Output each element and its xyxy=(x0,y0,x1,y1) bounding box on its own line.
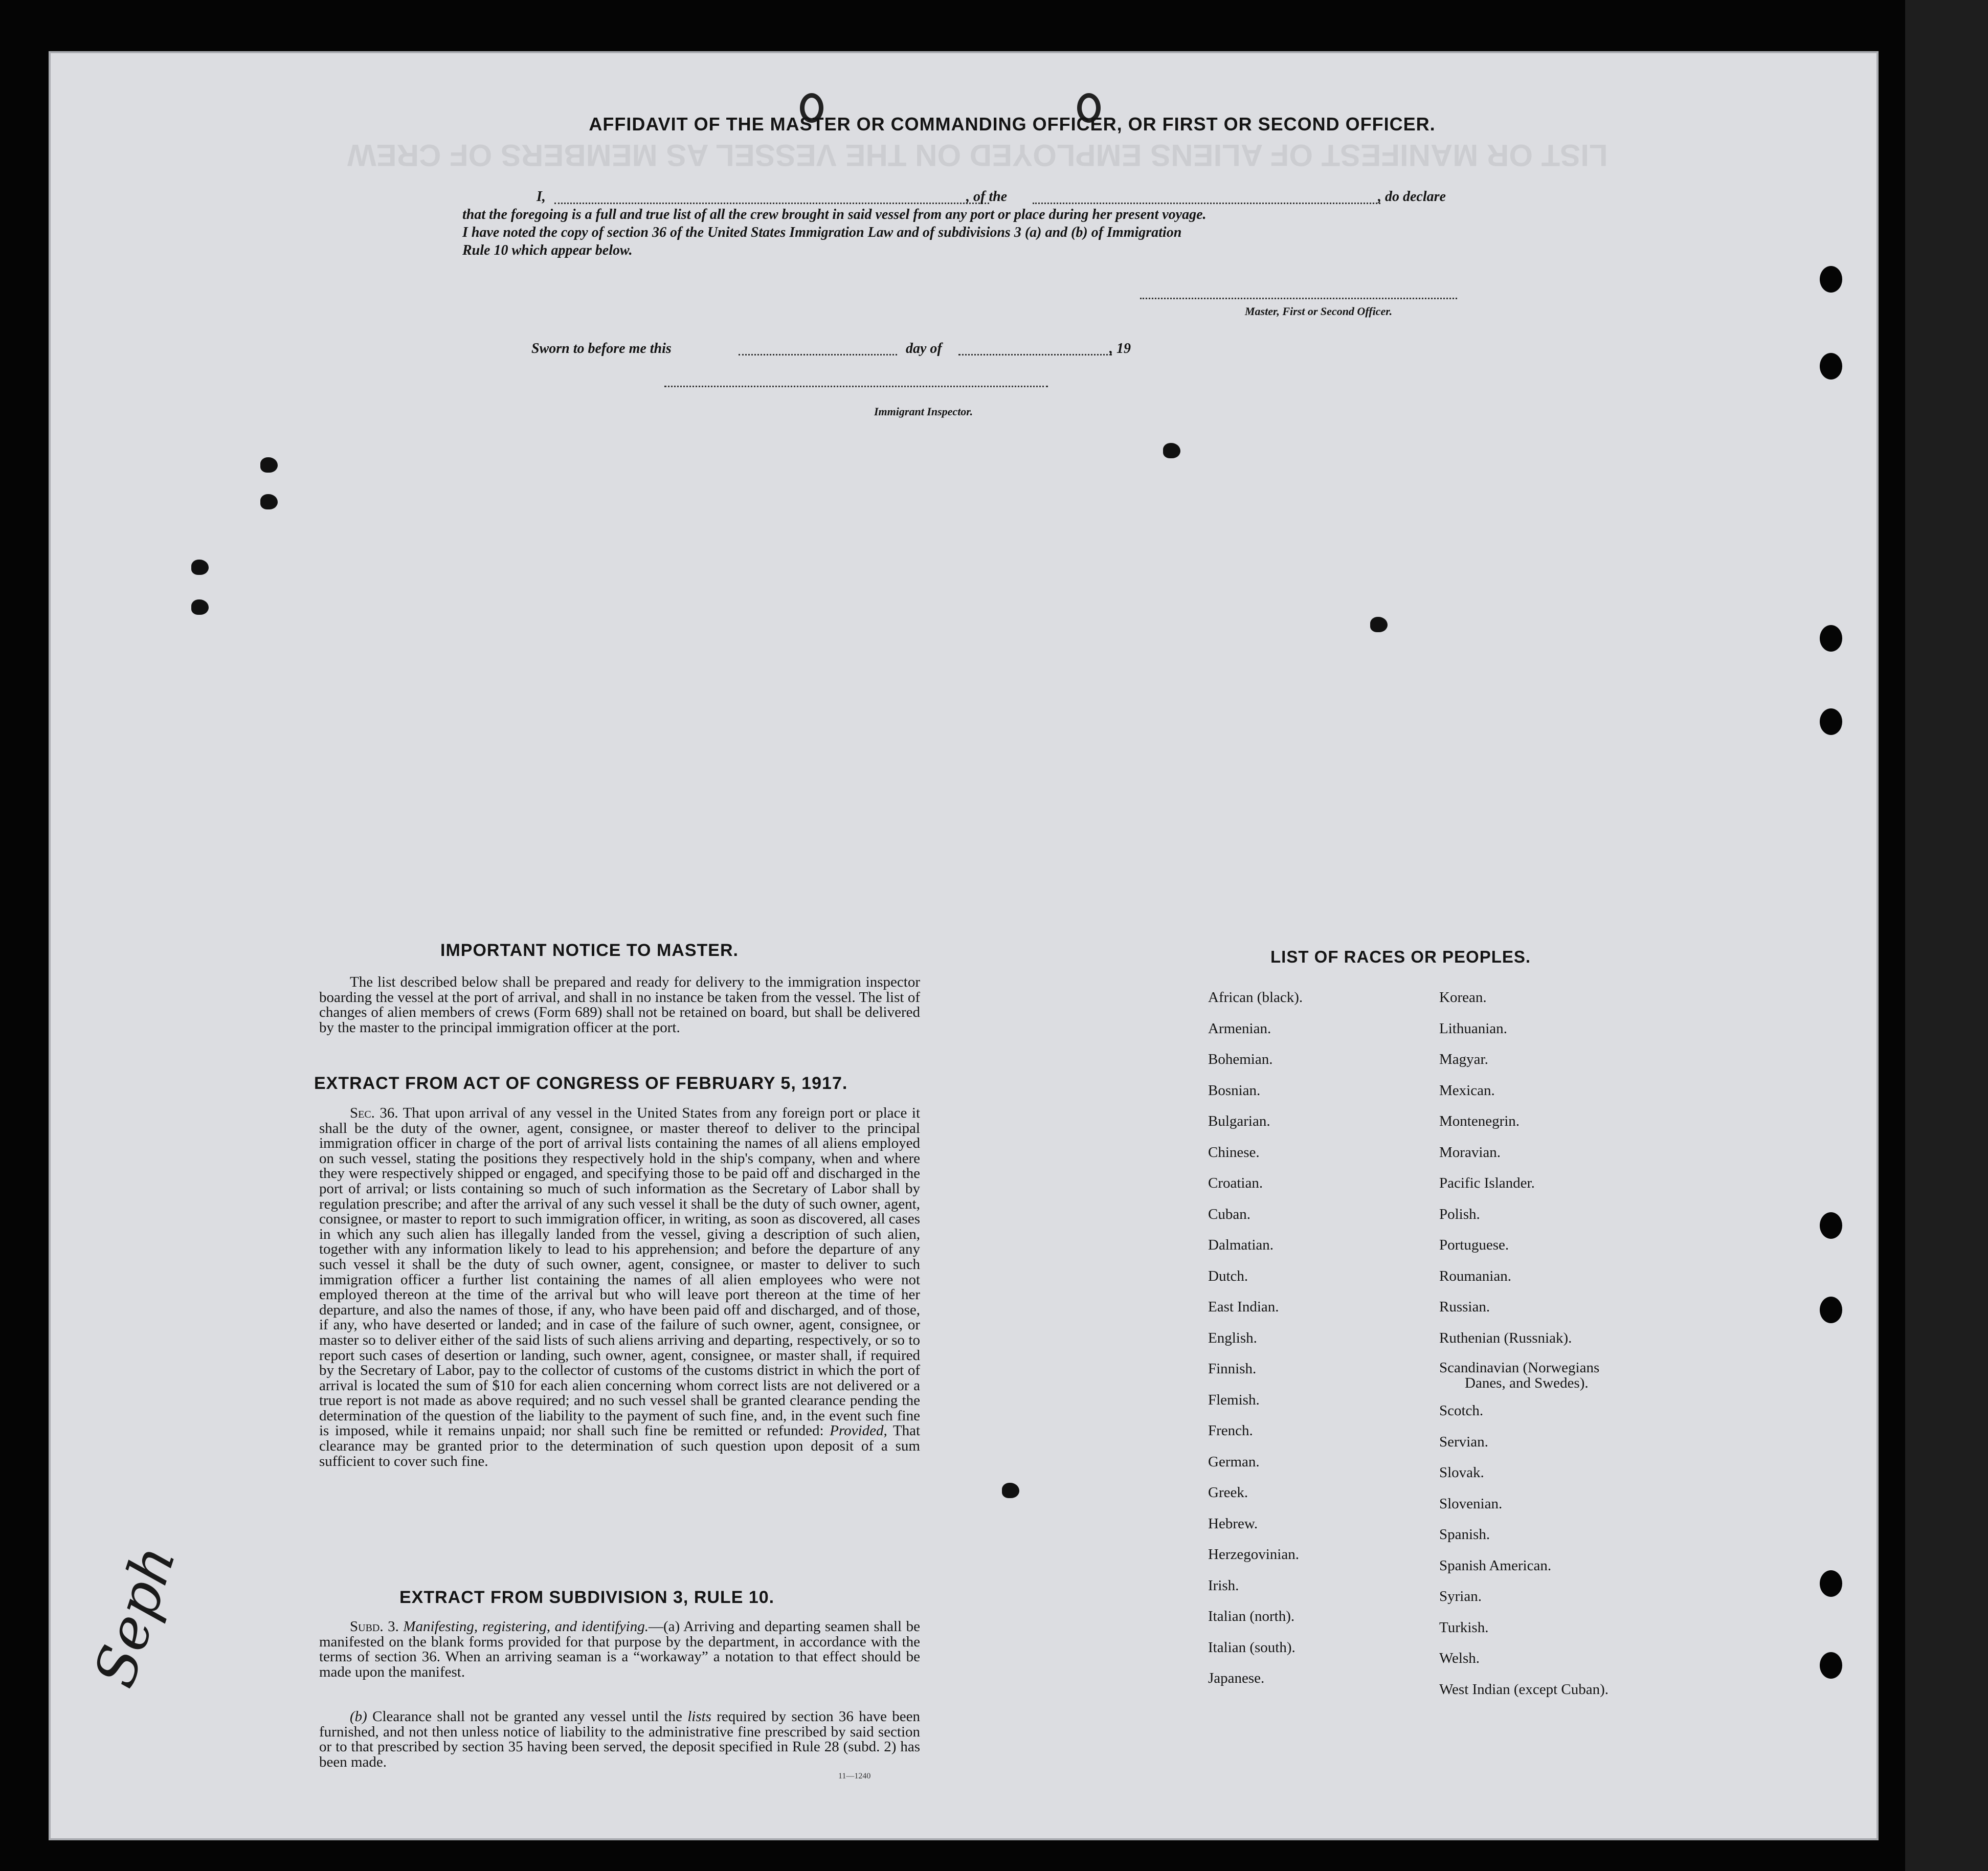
vessel-blank xyxy=(1033,203,1380,204)
race-item: Dalmatian. xyxy=(1208,1237,1274,1253)
document-page xyxy=(49,51,1879,1840)
inspector-caption: Immigrant Inspector. xyxy=(874,405,973,418)
punch-hole xyxy=(1820,1297,1842,1323)
race-item: Syrian. xyxy=(1439,1588,1482,1605)
section-36-paragraph xyxy=(319,1106,920,1469)
master-caption: Master, First or Second Officer. xyxy=(1245,305,1393,318)
notice-heading: IMPORTANT NOTICE TO MASTER. xyxy=(440,941,739,960)
race-item: West Indian (except Cuban). xyxy=(1439,1681,1609,1698)
punch-hole xyxy=(1820,708,1842,735)
race-item: Ruthenian (Russniak). xyxy=(1439,1329,1572,1346)
ink-blot xyxy=(1370,617,1388,632)
race-item: Finnish. xyxy=(1208,1361,1257,1377)
race-item: Japanese. xyxy=(1208,1670,1265,1686)
race-item: Korean. xyxy=(1439,989,1487,1006)
race-item: Spanish American. xyxy=(1439,1557,1552,1574)
race-item: Hebrew. xyxy=(1208,1515,1258,1532)
master-signature-line xyxy=(1140,298,1457,299)
ink-blot xyxy=(260,457,278,473)
race-item: Slovenian. xyxy=(1439,1495,1503,1512)
subdivision-a-paragraph xyxy=(319,1619,920,1680)
ink-blot xyxy=(260,494,278,509)
race-item: Magyar. xyxy=(1439,1051,1488,1067)
act-extract-heading: EXTRACT FROM ACT OF CONGRESS OF FEBRUARY 5, 1917. xyxy=(314,1074,848,1093)
section-36-text-end: That clearance may be granted prior to the determination of such question upon deposit of a sum sufficient to cover such fine. xyxy=(319,1422,921,1469)
sworn-month-blank xyxy=(958,354,1112,355)
race-item: Dutch. xyxy=(1208,1267,1248,1284)
lists-word: lists xyxy=(687,1708,711,1725)
subd-title: Manifesting, registering, and identifying. xyxy=(403,1618,649,1635)
race-item: Croatian. xyxy=(1208,1175,1263,1191)
sworn-day-blank xyxy=(739,354,897,355)
race-item: Greek. xyxy=(1208,1484,1248,1501)
bleed-through-heading: LIST OR MANIFEST OF ALIENS EMPLOYED ON THE VESSEL AS MEMBERS OF CREW xyxy=(347,138,1608,172)
race-item: Polish. xyxy=(1439,1206,1480,1222)
race-item: Italian (north). xyxy=(1208,1608,1295,1624)
provided-word: Provided, xyxy=(830,1422,887,1439)
para-b-text-end: required by section 36 have been furnished, and not then unless notice of liability to the administrative fine prescribed by said section or to that prescribed by section 35 having been served, the deposit specified in Rule 28 (subd. 2) has been made. xyxy=(319,1708,920,1770)
race-item: East Indian. xyxy=(1208,1299,1279,1315)
punch-hole xyxy=(1820,1652,1842,1679)
para-a-text: Arriving and departing seamen shall be manifested on the blank forms provided for that purpose by the department, in accordance with the terms of section 36. When an arriving seaman is a “workaway” a notation to that effect should be made upon the manifest. xyxy=(319,1618,920,1680)
race-item: French. xyxy=(1208,1422,1253,1439)
race-item: Turkish. xyxy=(1439,1619,1489,1636)
punch-hole xyxy=(1820,353,1842,380)
inspector-signature-line xyxy=(664,386,1048,387)
punch-hole xyxy=(1820,266,1842,293)
affidavit-line-1-declare: , do declare xyxy=(1378,189,1446,205)
race-item: Scotch. xyxy=(1439,1402,1484,1419)
punch-hole xyxy=(1820,1212,1842,1239)
section-label: Sec. 36. xyxy=(350,1105,398,1121)
race-item: Herzegovinian. xyxy=(1208,1546,1299,1563)
form-number: 11—1240 xyxy=(838,1772,871,1780)
ink-blot xyxy=(1163,443,1180,458)
race-item: Spanish. xyxy=(1439,1526,1490,1543)
race-item: Chinese. xyxy=(1208,1144,1260,1161)
affidavit-line-1-i: I, xyxy=(537,189,546,205)
race-item: Russian. xyxy=(1439,1299,1490,1315)
sworn-year: , 19 xyxy=(1109,341,1131,357)
race-item: Cuban. xyxy=(1208,1206,1250,1222)
race-item: Moravian. xyxy=(1439,1144,1501,1161)
para-b-marker: (b) xyxy=(350,1708,367,1725)
races-heading: LIST OF RACES OR PEOPLES. xyxy=(1270,947,1531,966)
race-item-scandinavian-line-1: Scandinavian (Norwegians xyxy=(1439,1360,1600,1376)
race-item: Lithuanian. xyxy=(1439,1020,1507,1037)
race-item: Pacific Islander. xyxy=(1439,1175,1535,1191)
name-blank xyxy=(554,203,989,204)
race-item: Slovak. xyxy=(1439,1464,1484,1481)
race-item: Roumanian. xyxy=(1439,1267,1511,1284)
race-item: Montenegrin. xyxy=(1439,1113,1520,1129)
ink-blot xyxy=(1002,1483,1019,1498)
sworn-day-label: day of xyxy=(906,341,942,357)
ink-blot xyxy=(191,599,209,615)
race-item: Servian. xyxy=(1439,1433,1488,1450)
margin-handwriting: Seph xyxy=(81,1538,188,1695)
punch-hole xyxy=(1820,625,1842,652)
notice-paragraph: The list described below shall be prepared and ready for delivery to the immigration inspector boarding the vessel at the port of arrival, and shall in no instance be taken from the vessel. The list of changes of alien members of crews (Form 689) shall not be retained on board, but shall be delivered by the master to the principal immigration officer at the port. xyxy=(319,974,920,1036)
race-item: German. xyxy=(1208,1453,1260,1470)
race-item: Welsh. xyxy=(1439,1650,1480,1666)
race-item: Italian (south). xyxy=(1208,1639,1295,1656)
races-list-right xyxy=(1439,989,1572,1361)
affidavit-line-4: Rule 10 which appear below. xyxy=(462,242,633,258)
race-item: Armenian. xyxy=(1208,1020,1271,1037)
race-item: Irish. xyxy=(1208,1577,1239,1594)
para-b-text: Clearance shall not be granted any vessel until the xyxy=(372,1708,682,1725)
subdivision-b-paragraph xyxy=(319,1709,920,1770)
subd-label: Subd. 3. xyxy=(350,1618,399,1635)
section-36-text: That upon arrival of any vessel in the United States from any foreign port or place it shall be the duty of the owner, agent, consignee, or master thereof to deliver to the principal immigration officer in charge of the port of arrival lists containing the names of all aliens employed on such vessel, stating the positions they respectively hold in the ship's company, when and where they were respectively shipped or engaged, and specifying those to be paid off and discharged in the port of arrival; or lists containing so much of such information as the Secretary of Labor shall by regulation prescribe; and after the arrival of any such vessel it shall be the duty of such owner, agent, consignee, or master to report to such immigration officer, in writing, as soon as discovered, all cases in which any such alien has illegally landed from the vessel, giving a description of such alien, together with any information likely to lead to his apprehension; and before the departure of any such vessel it shall be the duty of such owner, agent, consignee, or master to deliver to such immigration officer a further list containing the names of all alien employees who were not employed thereon at the time of the arrival but who will leave port thereon at the time of her departure, and also the names of those, if any, who have been paid off and discharged, and of those, if any, who have deserted or landed; and in case of the failure of such owner, agent, consignee, or master so to deliver either of the said lists of such aliens arriving and departing, respectively, or so to report such cases of desertion or landing, such owner, agent, consignee, or master shall, if required by the Secretary of Labor, pay to the collector of customs of the customs district in which the port of arrival is located the sum of $10 for each alien concerning whom correct lists are not delivered or a true report is not made as above required; and no such vessel shall be granted clearance pending the determination of the question of the liability to the payment of such fine, and, in the event such fine is imposed, while it remains unpaid; nor shall such fine be remitted or refunded: xyxy=(319,1105,921,1439)
affidavit-line-2: that the foregoing is a full and true list of all the crew brought in said vessel from any port or place during her present voyage. xyxy=(462,207,1207,222)
rule-extract-heading: EXTRACT FROM SUBDIVISION 3, RULE 10. xyxy=(399,1588,775,1607)
race-item: Bulgarian. xyxy=(1208,1113,1270,1129)
race-item: Bosnian. xyxy=(1208,1082,1261,1099)
sworn-prefix: Sworn to before me this xyxy=(531,341,672,357)
races-list-right-continued xyxy=(1439,1402,1609,1712)
race-item: Flemish. xyxy=(1208,1391,1260,1408)
race-item: English. xyxy=(1208,1329,1257,1346)
punch-hole xyxy=(1820,1570,1842,1597)
affidavit-title: AFFIDAVIT OF THE MASTER OR COMMANDING OFFICER, OR FIRST OR SECOND OFFICER. xyxy=(589,114,1436,135)
para-a-marker: —(a) xyxy=(648,1618,680,1635)
race-item-scandinavian-line-2: Danes, and Swedes). xyxy=(1465,1374,1589,1391)
ink-blot xyxy=(191,560,209,575)
race-item: Mexican. xyxy=(1439,1082,1495,1099)
race-item-scandinavian xyxy=(1439,1361,1599,1391)
race-item: African (black). xyxy=(1208,989,1303,1006)
races-list-left xyxy=(1208,989,1303,1701)
race-item: Bohemian. xyxy=(1208,1051,1273,1067)
binder-edge xyxy=(1905,0,1988,1871)
affidavit-line-3: I have noted the copy of section 36 of the United States Immigration Law and of subdivisions 3 (a) and (b) of Immigration xyxy=(462,225,1182,240)
affidavit-line-1-of: , of the xyxy=(966,189,1008,205)
race-item: Portuguese. xyxy=(1439,1237,1509,1253)
